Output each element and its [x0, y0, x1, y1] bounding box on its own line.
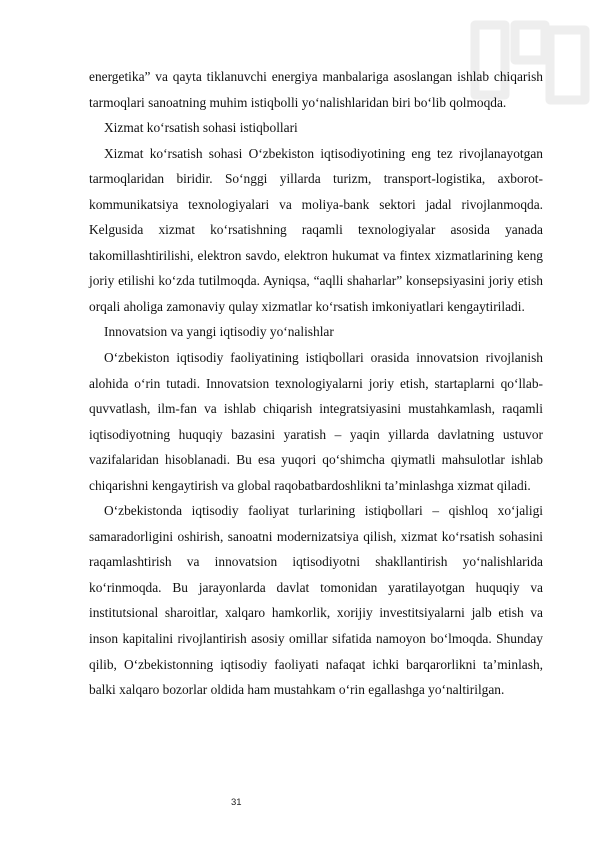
section-heading-innovation: Innovatsion va yangi iqtisodiy yo‘nalishlar: [104, 324, 334, 340]
paragraph-conclusion: O‘zbekistonda iqtisodiy faoliyat turlarining istiqbollari – qishloq xo‘jaligi samaradorligini oshirish, sanoatni modernizatsiya qilish, xizmat ko‘rsatish sohasini raqamlashtirish va innovatsion iqtisodiyotni shakllantirish yo‘nalishlarida ko‘rinmoqda. Bu jarayonlarda davlat tomonidan yaratilayotgan huquqiy va institutsional sharoitlar, xalqaro hamkorlik, xorijiy investitsiyalarni jalb etish va inson kapitalini rivojlantirish asosiy omillar sifatida namoyon bo‘lmoqda. Shunday qilib, O‘zbekistonning iqtisodiy faoliyati nafaqat ichki barqarorlikni ta’minlash, balki xalqaro bozorlar oldida ham mustahkam o‘rin egallashga yo‘naltirilgan.: [89, 503, 543, 698]
section-heading-services: Xizmat ko‘rsatish sohasi istiqbollari: [104, 120, 298, 136]
document-body: [89, 64, 543, 703]
paragraph-innovation: O‘zbekiston iqtisodiy faoliyatining istiqbollari orasida innovatsion rivojlanish alohida o‘rin tutadi. Innovatsion texnologiyalarni joriy etish, startaplarni qo‘llab-quvvatlash, ilm-fan va ishlab chiqarish integratsiyasini mustahkamlash, raqamli iqtisodiyotning huquqiy bazasini yaratish – yaqin yillarda davlatning ustuvor vazifalaridan hisoblanadi. Bu esa yuqori qo‘shimcha qiymatli mahsulotlar ishlab chiqarishni kengaytirish va global raqobatbardoshlikni ta’minlashga xizmat qiladi.: [89, 350, 543, 493]
paragraph-energy-continuation: energetika” va qayta tiklanuvchi energiya manbalariga asoslangan ishlab chiqarish tarmoqlari sanoatning muhim istiqbolli yo‘nalishlaridan biri bo‘lib qolmoqda.: [89, 69, 543, 110]
page-number: 31: [231, 797, 242, 808]
paragraph-services: Xizmat ko‘rsatish sohasi O‘zbekiston iqtisodiyotining eng tez rivojlanayotgan tarmoqlaridan biridir. So‘nggi yillarda turizm, transport-logistika, axborot-kommunikatsiya texnologiyalari va moliya-bank sektori jadal rivojlanmoqda. Kelgusida xizmat ko‘rsatishning raqamli texnologiyalar asosida yanada takomillashtirilishi, elektron savdo, elektron hukumat va fintex xizmatlarining keng joriy etilishi ko‘zda tutilmoqda. Ayniqsa, “aqlli shaharlar” konsepsiyasini joriy etish orqali aholiga zamonaviy qulay xizmatlar ko‘rsatish imkoniyatlari kengaytiriladi.: [89, 145, 543, 314]
